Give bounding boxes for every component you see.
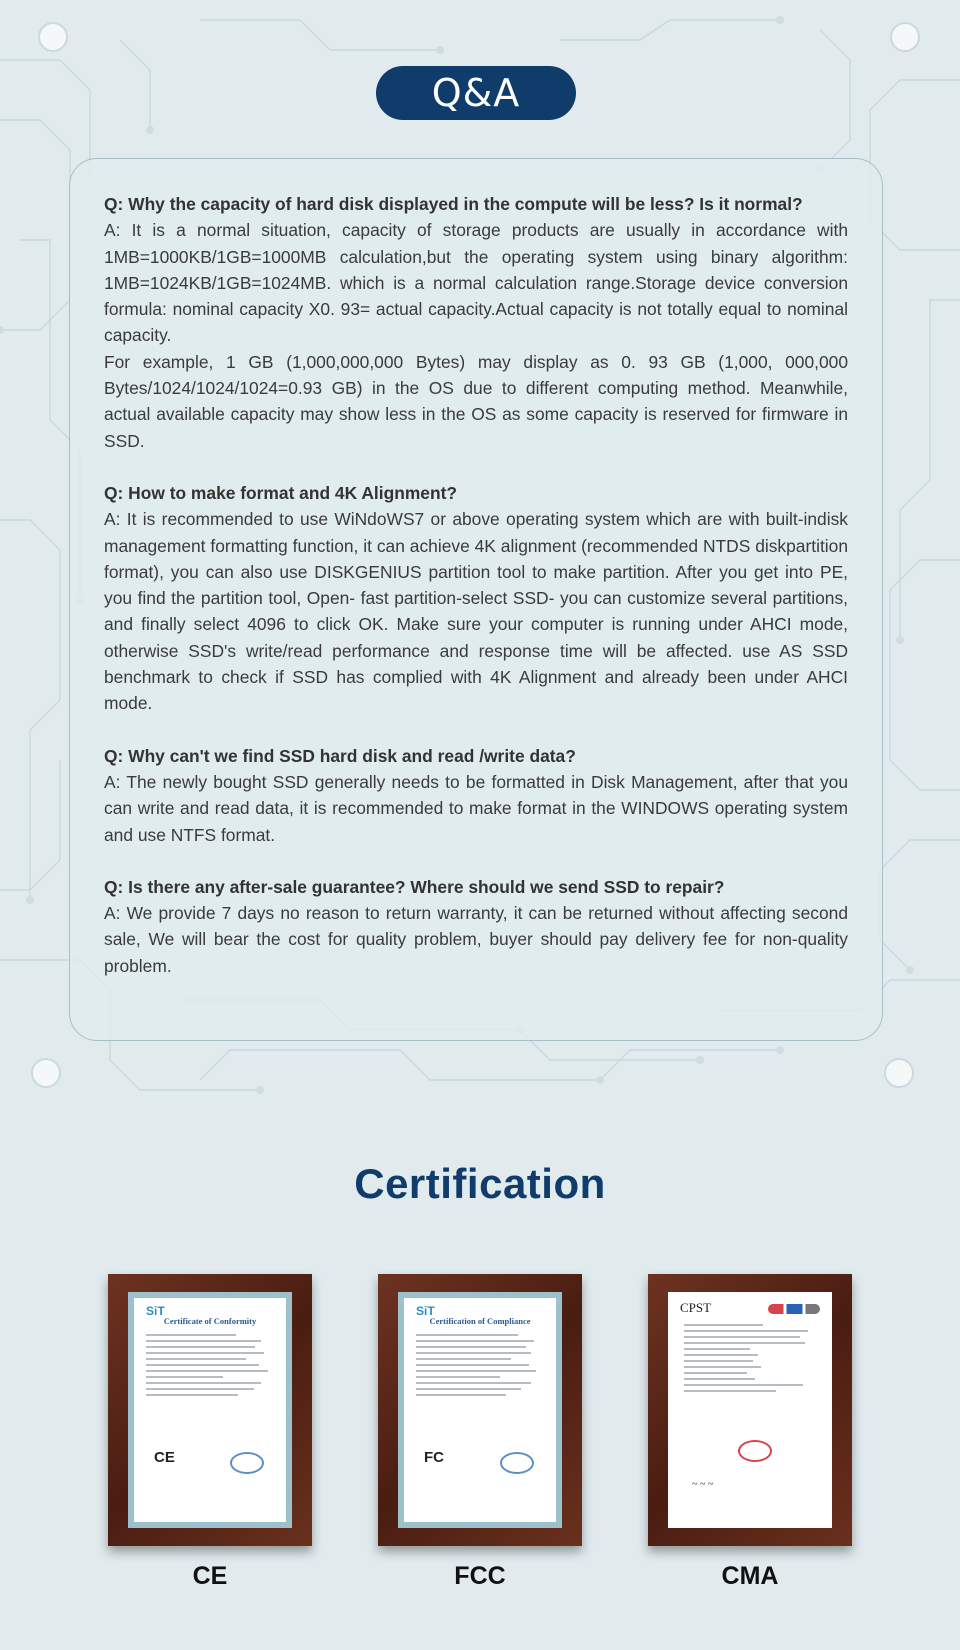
issuer-logo: CPST <box>680 1300 712 1315</box>
issuer-logo: SiT <box>416 1304 435 1318</box>
decorative-dot <box>31 1058 61 1088</box>
approval-stamp-icon <box>500 1452 534 1474</box>
decorative-dot <box>884 1058 914 1088</box>
certificate-heading: Certificate of Conformity <box>163 1316 257 1326</box>
certificate-label-ce: CE <box>192 1562 228 1590</box>
certification-title: Certification <box>354 1160 606 1207</box>
ce-mark: CE <box>154 1449 175 1466</box>
approval-stamp-icon <box>738 1440 772 1462</box>
fcc-mark: FC <box>424 1449 444 1466</box>
question: Q: Why can't we find SSD hard disk and read /write data? <box>104 745 576 766</box>
certificate-frame-ce <box>108 1274 312 1546</box>
certificate-label-cma: CMA <box>721 1562 779 1590</box>
qa-item-guarantee <box>104 874 848 979</box>
certificate-image <box>128 1292 292 1528</box>
decorative-dot <box>38 22 68 52</box>
question: Q: How to make format and 4K Alignment? <box>104 482 457 503</box>
certificate-frame-fcc <box>378 1274 582 1546</box>
certificate-frame-cma <box>648 1274 852 1546</box>
qa-card <box>69 158 883 1041</box>
qa-item-capacity <box>104 191 848 454</box>
accreditation-badges-icon <box>768 1304 820 1314</box>
question: Q: Is there any after-sale guarantee? Where should we send SSD to repair? <box>104 876 725 897</box>
certificate-image <box>668 1292 832 1528</box>
answer: A: The newly bought SSD generally needs to be formatted in Disk Management, after that you can write and read data, it is recommended to make format in the WINDOWS operating system and use NTFS format. <box>104 771 848 845</box>
approval-stamp-icon <box>230 1452 264 1474</box>
decorative-dot <box>890 22 920 52</box>
answer: A: It is a normal situation, capacity of storage products are usually in accordance with 1MB=1000KB/1GB=1000MB calculation,but the operating system using binary algorithm: 1MB=1024KB/1GB=1024MB. which is a normal calculation range.Storage device conversion formula: nominal capacity X0. 93= actual capacity.Actual capacity is not totally equal to nominal capacity. <box>104 220 848 346</box>
qa-item-find-ssd <box>104 743 848 848</box>
qa-item-format <box>104 480 848 717</box>
issuer-logo: SiT <box>146 1304 165 1318</box>
document-text-lines <box>684 1324 816 1396</box>
certificate-image <box>398 1292 562 1528</box>
certificate-label-fcc: FCC <box>454 1562 506 1590</box>
certificate-heading: Certification of Compliance <box>429 1316 531 1326</box>
document-text-lines <box>146 1334 274 1400</box>
signature-icon: ~ ~ ~ <box>692 1479 714 1490</box>
question: Q: Why the capacity of hard disk displayed in the compute will be less? Is it normal? <box>104 194 803 214</box>
document-text-lines <box>416 1334 544 1400</box>
qa-badge: Q&A <box>376 66 576 120</box>
answer: A: It is recommended to use WiNdoWS7 or above operating system which are with built-indisk management formatting function, it can achieve 4K alignment (recommended NTDS diskpartition format), you can also use DISKGENIUS partition tool to make partition. After you get into PE, you find the partition tool, Open- fast partition-select SSD- you can customize several partitions, and finally select 4096 to click OK. Make sure your computer is running under AHCI mode, otherwise SSD's write/read performance and response time will be affected. use AS SSD benchmark to check if SSD has complied with 4K Alignment and already been under AHCI mode. <box>104 509 848 714</box>
answer-continued: For example, 1 GB (1,000,000,000 Bytes) may display as 0. 93 GB (1,000, 000,000 Bytes/1024/1024/1024=0.93 GB) in the OS due to different computing method. Meanwhile, actual available capacity may show less in the OS as some capacity is reserved for firmware in SSD. <box>104 351 848 451</box>
answer: A: We provide 7 days no reason to return warranty, it can be returned without affecting second sale, We will bear the cost for quality problem, buyer should pay delivery fee for non-quality problem. <box>104 903 848 976</box>
